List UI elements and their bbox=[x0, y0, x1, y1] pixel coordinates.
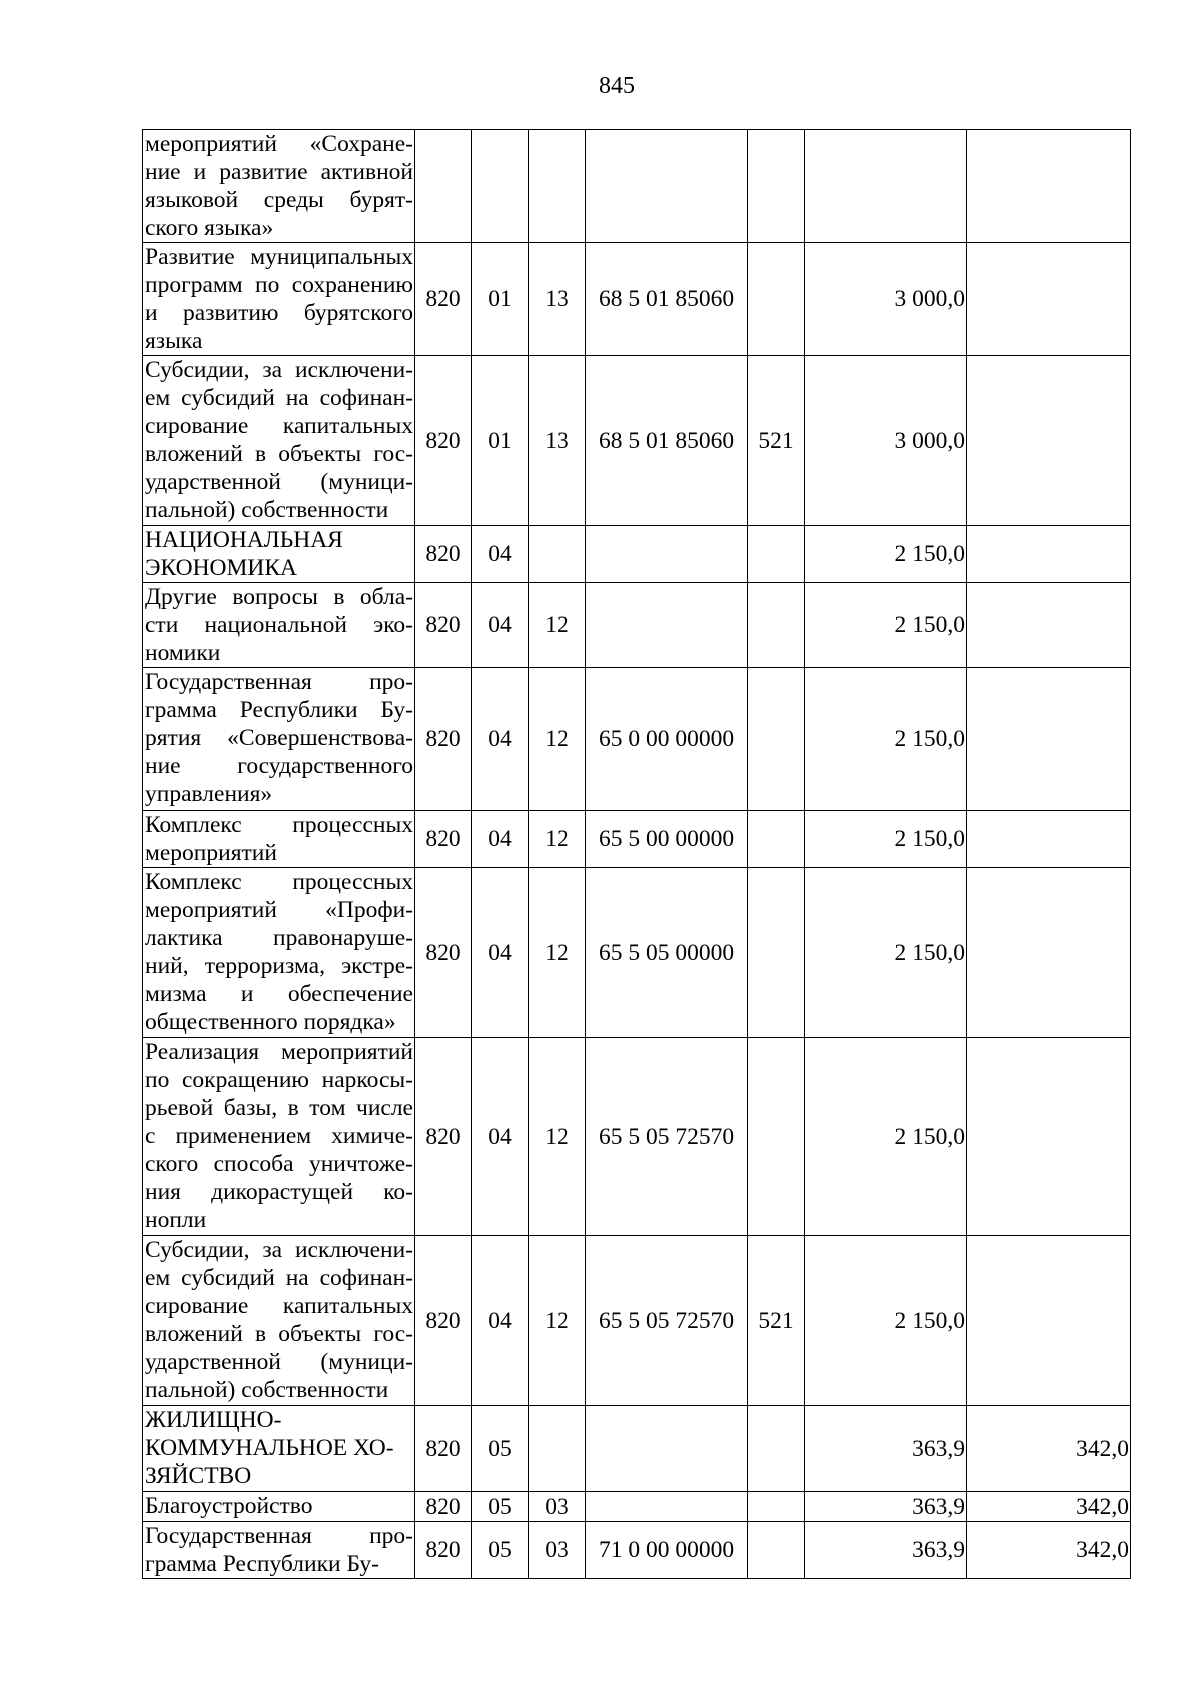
cell-ved: 820 bbox=[415, 583, 472, 668]
table-row bbox=[143, 1038, 1131, 1236]
cell-name: Реализация мероприятий по сокращению наркосы- рьевой базы, в том числе с применением химиче- ского способа уничтоже- ния дикорастущей ко- нопли bbox=[143, 1038, 415, 1236]
cell-section: 04 bbox=[472, 583, 529, 668]
cell-section bbox=[472, 130, 529, 243]
cell-ved bbox=[415, 130, 472, 243]
cell-expense-type bbox=[748, 583, 805, 668]
cell-subsection: 12 bbox=[529, 868, 586, 1038]
table-row bbox=[143, 1522, 1131, 1579]
cell-expense-type bbox=[748, 1522, 805, 1579]
cell-subsection bbox=[529, 1406, 586, 1492]
cell-name: Комплекс процессных мероприятий «Профи- лактика правонаруше- ний, терроризма, экстре- мизма и обеспечение общественного порядка» bbox=[143, 868, 415, 1038]
cell-target-article bbox=[586, 1492, 748, 1522]
cell-amount-2 bbox=[967, 526, 1131, 583]
cell-name: Благоустройство bbox=[143, 1492, 415, 1522]
budget-table bbox=[142, 129, 1131, 1579]
cell-amount-1: 2 150,0 bbox=[805, 811, 967, 868]
cell-name: ЖИЛИЩНО- КОММУНАЛЬНОЕ ХО- ЗЯЙСТВО bbox=[143, 1406, 415, 1492]
cell-expense-type bbox=[748, 526, 805, 583]
table-body bbox=[143, 130, 1131, 1579]
cell-section: 04 bbox=[472, 668, 529, 811]
cell-amount-2: 342,0 bbox=[967, 1406, 1131, 1492]
cell-target-article: 68 5 01 85060 bbox=[586, 243, 748, 356]
cell-section: 05 bbox=[472, 1492, 529, 1522]
cell-amount-2 bbox=[967, 1236, 1131, 1406]
cell-section: 01 bbox=[472, 243, 529, 356]
table-row bbox=[143, 526, 1131, 583]
cell-ved: 820 bbox=[415, 526, 472, 583]
cell-ved: 820 bbox=[415, 1236, 472, 1406]
table-row bbox=[143, 1492, 1131, 1522]
cell-name: Другие вопросы в обла- сти национальной эко- номики bbox=[143, 583, 415, 668]
table-row bbox=[143, 356, 1131, 526]
table-row bbox=[143, 583, 1131, 668]
cell-target-article: 65 5 05 72570 bbox=[586, 1038, 748, 1236]
cell-subsection bbox=[529, 130, 586, 243]
page-number: 845 bbox=[599, 73, 635, 99]
cell-subsection: 12 bbox=[529, 583, 586, 668]
cell-ved: 820 bbox=[415, 243, 472, 356]
cell-target-article bbox=[586, 130, 748, 243]
cell-amount-1 bbox=[805, 130, 967, 243]
cell-amount-1: 2 150,0 bbox=[805, 668, 967, 811]
cell-subsection: 12 bbox=[529, 811, 586, 868]
cell-name: Государственная про- грамма Республики Бу- рятия «Совершенствова- ние государственного управления» bbox=[143, 668, 415, 811]
cell-section: 04 bbox=[472, 868, 529, 1038]
cell-subsection: 13 bbox=[529, 243, 586, 356]
cell-section: 05 bbox=[472, 1406, 529, 1492]
cell-section: 01 bbox=[472, 356, 529, 526]
cell-name: НАЦИОНАЛЬНАЯ ЭКОНОМИКА bbox=[143, 526, 415, 583]
cell-section: 04 bbox=[472, 526, 529, 583]
cell-section: 04 bbox=[472, 1236, 529, 1406]
cell-amount-1: 3 000,0 bbox=[805, 243, 967, 356]
cell-amount-2 bbox=[967, 811, 1131, 868]
cell-amount-2 bbox=[967, 1038, 1131, 1236]
cell-target-article: 65 0 00 00000 bbox=[586, 668, 748, 811]
cell-expense-type: 521 bbox=[748, 1236, 805, 1406]
cell-section: 04 bbox=[472, 1038, 529, 1236]
cell-target-article: 65 5 00 00000 bbox=[586, 811, 748, 868]
cell-expense-type bbox=[748, 668, 805, 811]
cell-ved: 820 bbox=[415, 1492, 472, 1522]
cell-target-article bbox=[586, 526, 748, 583]
cell-target-article: 65 5 05 72570 bbox=[586, 1236, 748, 1406]
cell-ved: 820 bbox=[415, 356, 472, 526]
cell-section: 05 bbox=[472, 1522, 529, 1579]
cell-amount-2 bbox=[967, 583, 1131, 668]
table-row bbox=[143, 668, 1131, 811]
cell-amount-1: 363,9 bbox=[805, 1406, 967, 1492]
cell-ved: 820 bbox=[415, 668, 472, 811]
cell-subsection: 13 bbox=[529, 356, 586, 526]
cell-subsection bbox=[529, 526, 586, 583]
cell-expense-type bbox=[748, 1406, 805, 1492]
cell-expense-type bbox=[748, 811, 805, 868]
cell-expense-type bbox=[748, 243, 805, 356]
cell-subsection: 03 bbox=[529, 1522, 586, 1579]
table-row bbox=[143, 1236, 1131, 1406]
cell-ved: 820 bbox=[415, 1038, 472, 1236]
cell-amount-2 bbox=[967, 868, 1131, 1038]
cell-amount-2 bbox=[967, 130, 1131, 243]
cell-expense-type bbox=[748, 1492, 805, 1522]
cell-expense-type: 521 bbox=[748, 356, 805, 526]
cell-target-article: 65 5 05 00000 bbox=[586, 868, 748, 1038]
cell-subsection: 12 bbox=[529, 1236, 586, 1406]
cell-target-article: 71 0 00 00000 bbox=[586, 1522, 748, 1579]
cell-amount-2 bbox=[967, 243, 1131, 356]
table-row bbox=[143, 130, 1131, 243]
cell-ved: 820 bbox=[415, 811, 472, 868]
cell-amount-1: 2 150,0 bbox=[805, 583, 967, 668]
cell-amount-2: 342,0 bbox=[967, 1492, 1131, 1522]
cell-amount-1: 363,9 bbox=[805, 1522, 967, 1579]
cell-section: 04 bbox=[472, 811, 529, 868]
cell-expense-type bbox=[748, 868, 805, 1038]
cell-ved: 820 bbox=[415, 1406, 472, 1492]
table-row bbox=[143, 243, 1131, 356]
table-row bbox=[143, 868, 1131, 1038]
cell-ved: 820 bbox=[415, 868, 472, 1038]
table-row bbox=[143, 811, 1131, 868]
cell-ved: 820 bbox=[415, 1522, 472, 1579]
cell-expense-type bbox=[748, 130, 805, 243]
cell-amount-1: 2 150,0 bbox=[805, 1236, 967, 1406]
cell-amount-1: 2 150,0 bbox=[805, 1038, 967, 1236]
cell-name: Комплекс процессных мероприятий bbox=[143, 811, 415, 868]
table-row bbox=[143, 1406, 1131, 1492]
cell-name: мероприятий «Сохране- ние и развитие активной языковой среды бурят- ского языка» bbox=[143, 130, 415, 243]
cell-subsection: 03 bbox=[529, 1492, 586, 1522]
cell-amount-1: 2 150,0 bbox=[805, 868, 967, 1038]
cell-subsection: 12 bbox=[529, 668, 586, 811]
cell-expense-type bbox=[748, 1038, 805, 1236]
cell-amount-2: 342,0 bbox=[967, 1522, 1131, 1579]
cell-amount-2 bbox=[967, 356, 1131, 526]
cell-target-article bbox=[586, 1406, 748, 1492]
cell-amount-2 bbox=[967, 668, 1131, 811]
cell-amount-1: 2 150,0 bbox=[805, 526, 967, 583]
cell-target-article: 68 5 01 85060 bbox=[586, 356, 748, 526]
cell-name: Субсидии, за исключени- ем субсидий на софинан- сирование капитальных вложений в объекты гос- ударственной (муници- пальной) собственности bbox=[143, 356, 415, 526]
cell-name: Развитие муниципальных программ по сохранению и развитию бурятского языка bbox=[143, 243, 415, 356]
cell-amount-1: 363,9 bbox=[805, 1492, 967, 1522]
cell-target-article bbox=[586, 583, 748, 668]
cell-name: Государственная про- грамма Республики Бу- bbox=[143, 1522, 415, 1579]
cell-name: Субсидии, за исключени- ем субсидий на софинан- сирование капитальных вложений в объекты гос- ударственной (муници- пальной) собственности bbox=[143, 1236, 415, 1406]
cell-subsection: 12 bbox=[529, 1038, 586, 1236]
cell-amount-1: 3 000,0 bbox=[805, 356, 967, 526]
